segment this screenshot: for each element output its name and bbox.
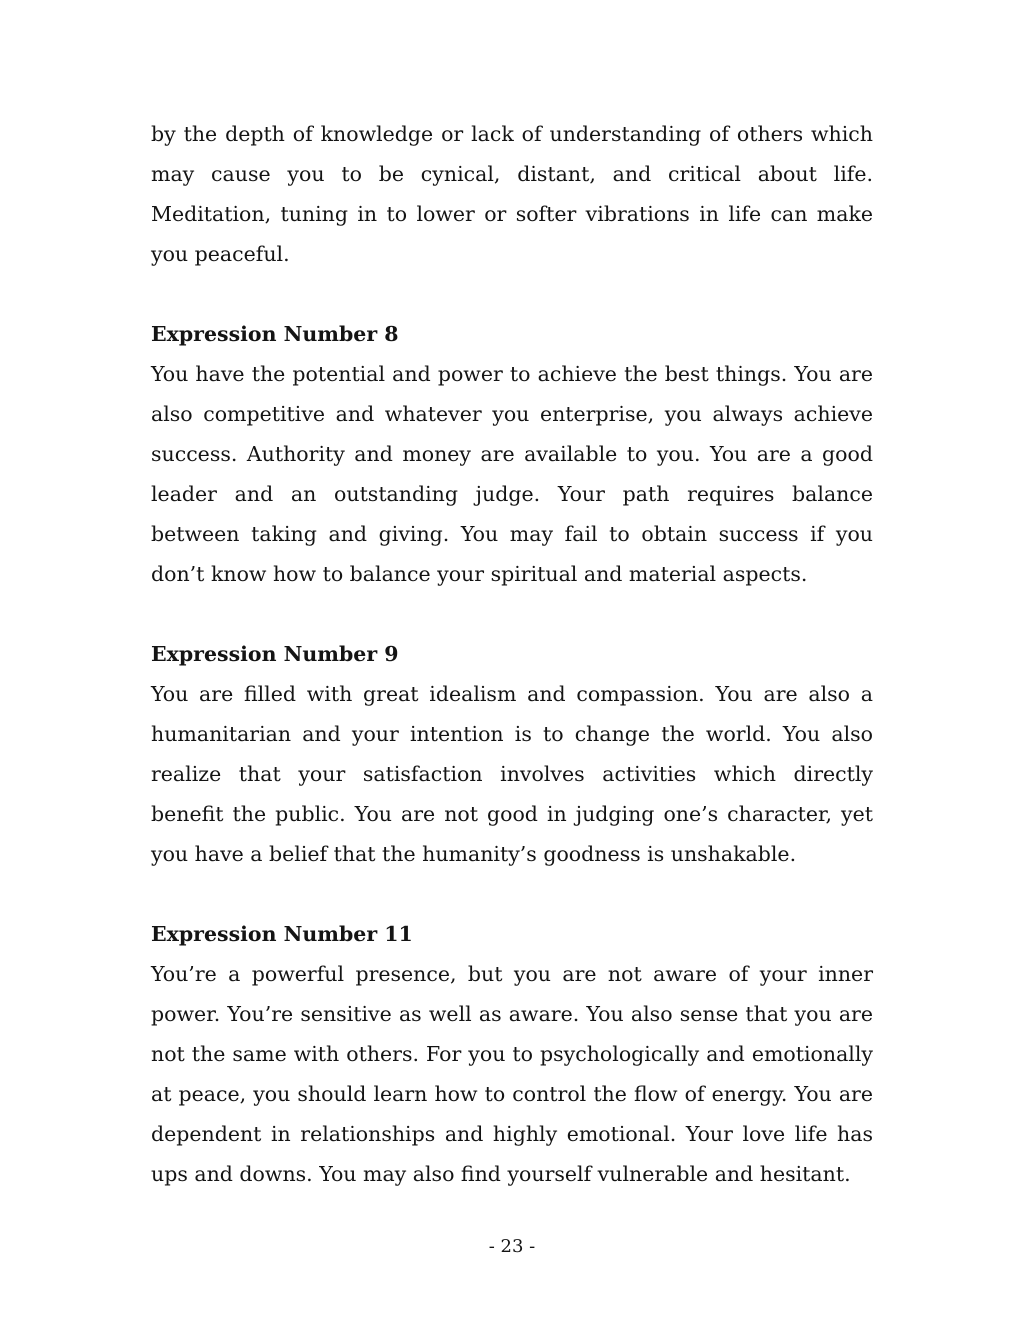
page-content — [151, 114, 873, 1194]
section-body: You have the potential and power to achieve the best things. You are also competitive and whatever you enterprise, you always achieve success. Authority and money are available to you. You are a good leader and an outstanding judge. Your path requires balance between taking and giving. You may fail to obtain success if you don’t know how to balance your spiritual and material aspects. — [151, 362, 873, 586]
section-heading: Expression Number 9 — [151, 642, 399, 666]
section-expression-11 — [151, 914, 873, 1194]
section-heading: Expression Number 11 — [151, 922, 413, 946]
section-heading: Expression Number 8 — [151, 322, 399, 346]
page-number: - 23 - — [488, 1236, 536, 1257]
section-body: You are filled with great idealism and compassion. You are also a humanitarian and your intention is to change the world. You also realize that your satisfaction involves activities which directly benefit the public. You are not good in judging one’s character, yet you have a belief that the humanity’s goodness is unshakable. — [151, 682, 873, 866]
section-expression-9 — [151, 634, 873, 874]
section-body: You’re a powerful presence, but you are not aware of your inner power. You’re sensitive as well as aware. You also sense that you are not the same with others. For you to psychologically and emotionally at peace, you should learn how to control the flow of energy. You are dependent in relationships and highly emotional. Your love life has ups and downs. You may also find yourself vulnerable and hesitant. — [151, 962, 873, 1186]
section-expression-8 — [151, 314, 873, 594]
intro-paragraph: by the depth of knowledge or lack of understanding of others which may cause you to be cynical, distant, and critical about life. Meditation, tuning in to lower or softer vibrations in life can make you peaceful. — [151, 122, 873, 266]
